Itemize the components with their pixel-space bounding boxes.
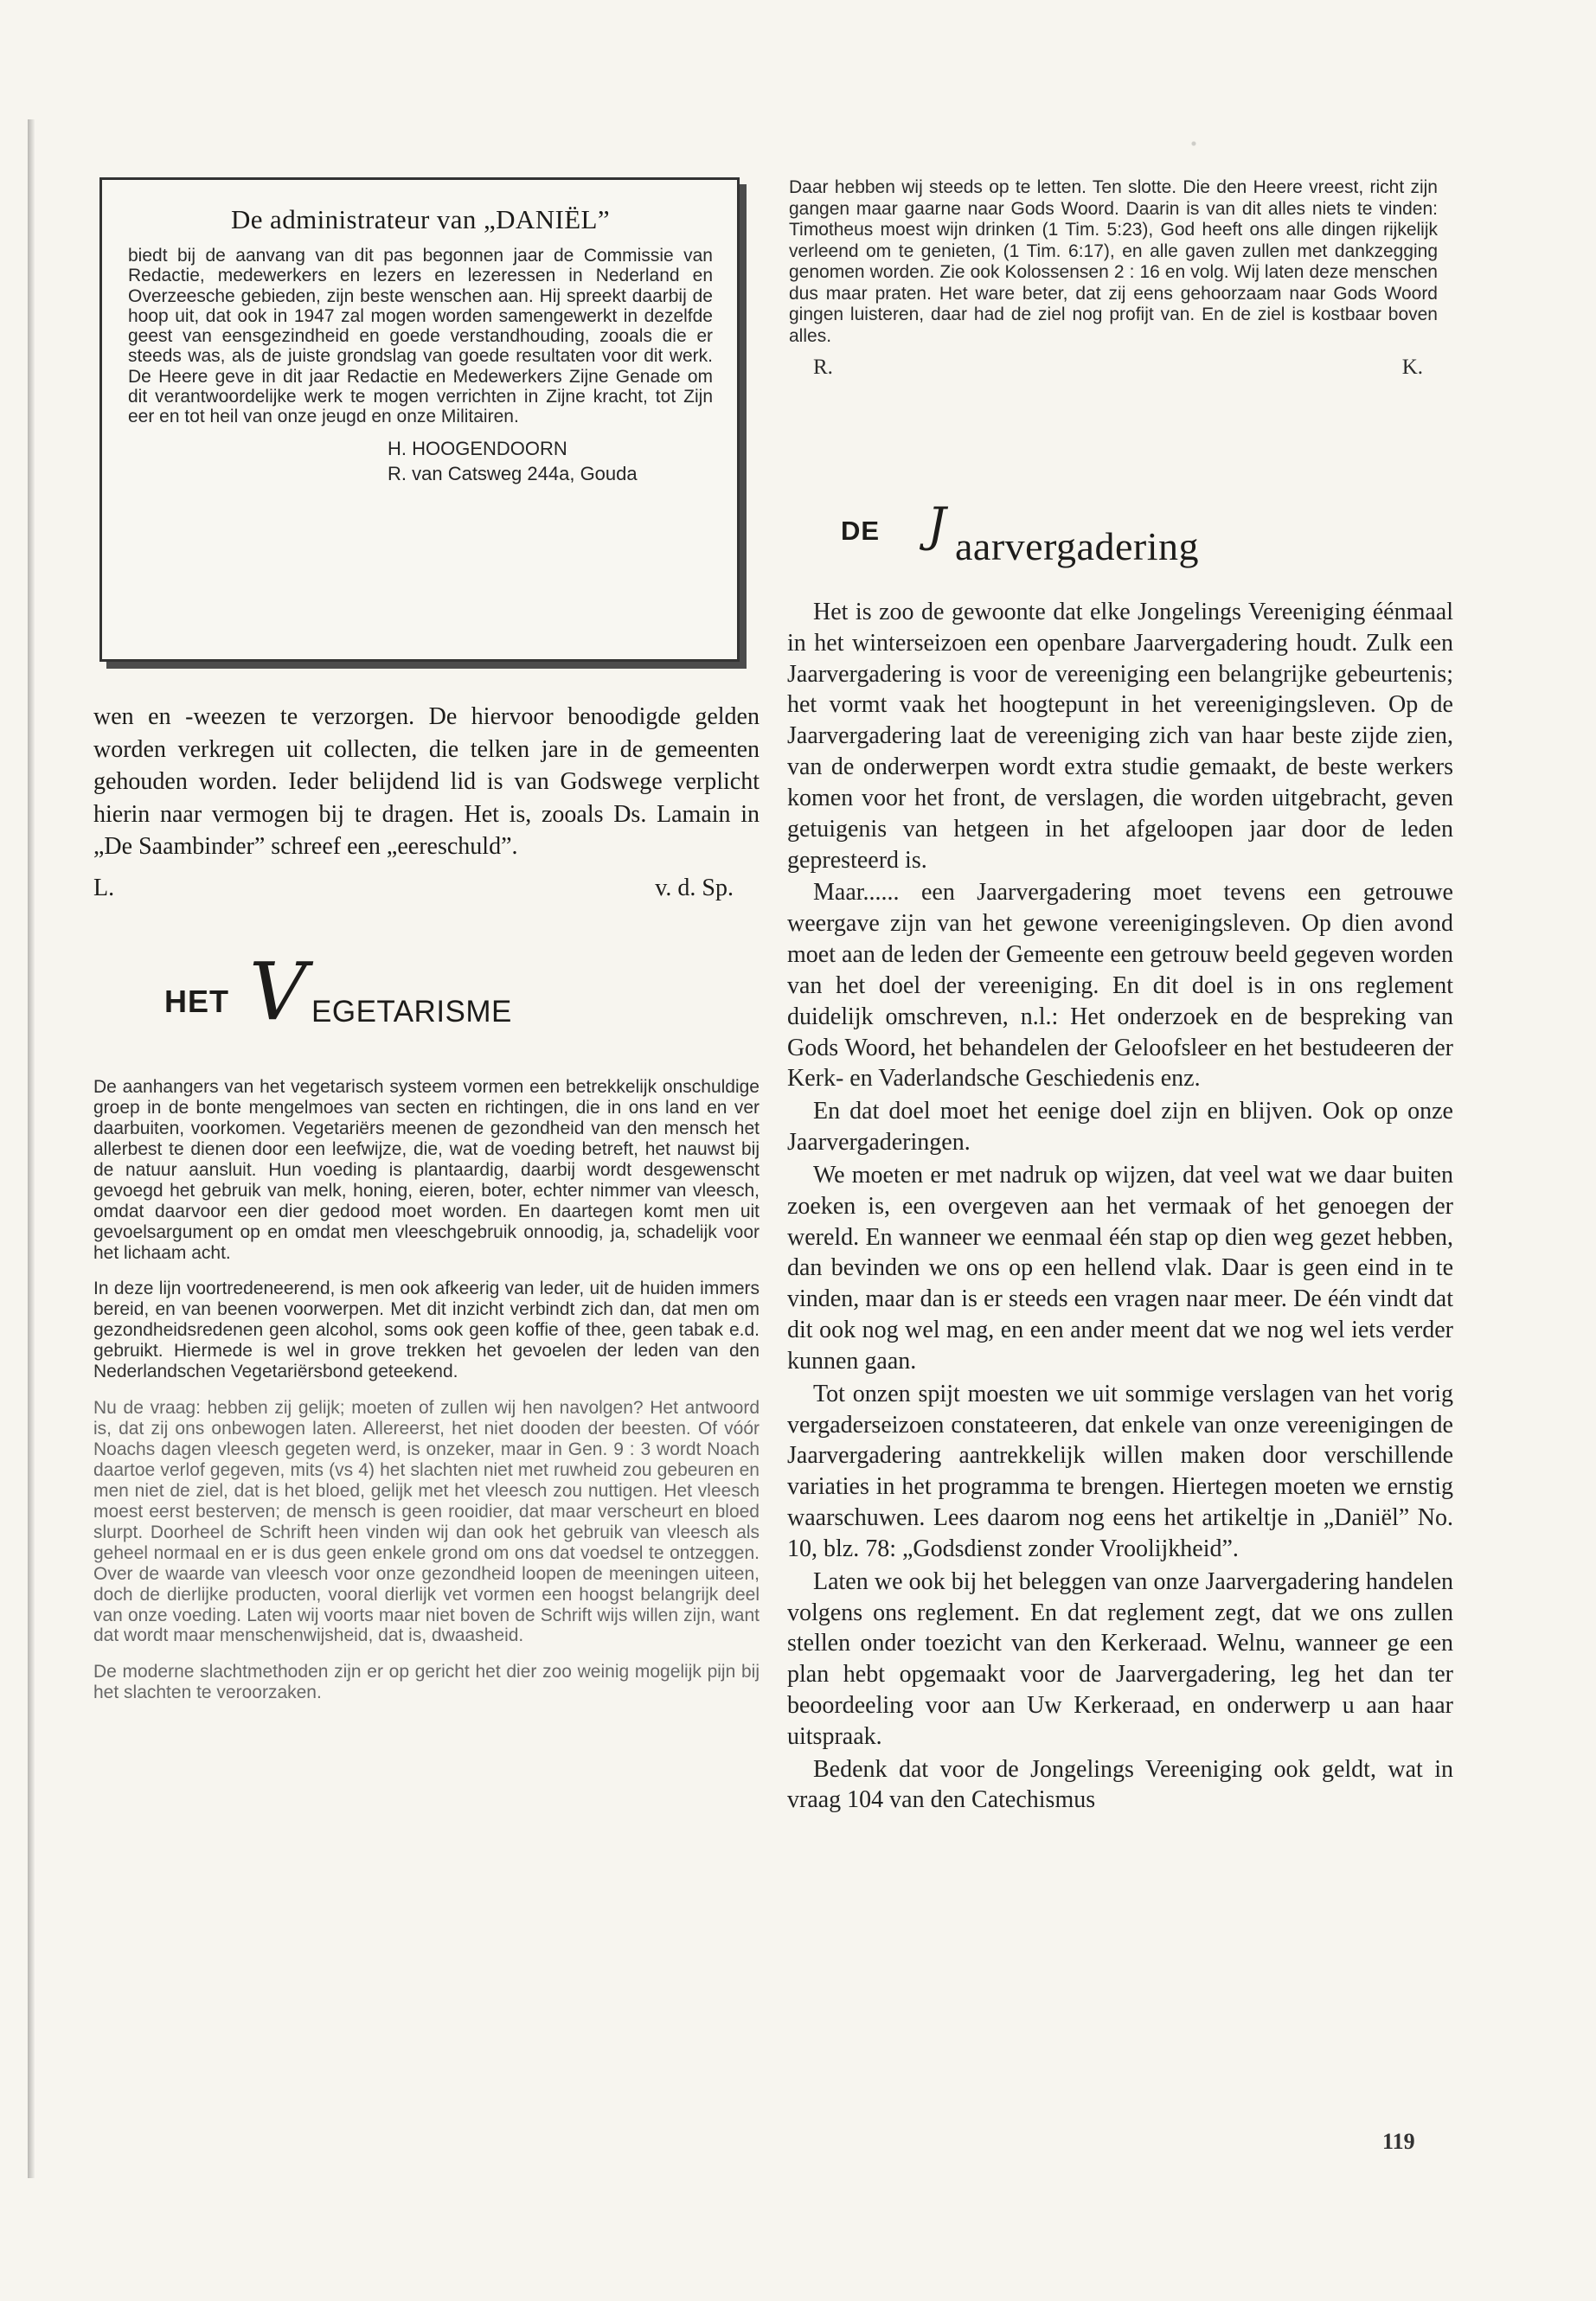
notice-title: De administrateur van „DANIËL” [230, 204, 611, 234]
administration-notice-box [99, 177, 740, 662]
jaarvergadering-article [787, 597, 1453, 1817]
vegetarisme-heading-script: V [249, 945, 307, 1038]
vegetarisme-paragraph-2: In deze lijn voortredeneerend, is men ook afkeerig van leder, uit de huiden immers bereid, en van beenen voorwerpen. Met dit inzicht verbindt zich dan, dat men om gezondheidsredenen geen alcohol, soms ook geen koffie of thee, geen tabak e.d. gebruikt. Hiermede is wel in grove trekken het gevoelen der leden van den Nederlandschen Vegetariërsbond geteekend. [93, 1279, 760, 1382]
page-edge-shadow [28, 119, 35, 2178]
right-top-article [789, 177, 1438, 380]
right-top-sign-right: K. [1401, 355, 1423, 379]
vegetarisme-paragraph-4: De moderne slachtmethoden zijn er op gericht het dier zoo weinig mogelijk pijn bij het slachten te veroorzaken. [93, 1662, 760, 1703]
jaarvergadering-heading [841, 497, 1308, 576]
jaarvergadering-heading-rest: aarvergadering [955, 524, 1199, 568]
notice-signature [388, 436, 713, 487]
right-top-signature-line [813, 355, 1423, 380]
jaarvergadering-heading-small: DE [841, 516, 881, 546]
jaarvergadering-paragraph-2: Maar...... een Jaarvergadering moet tevens een getrouwe weergave zijn van het gewone vereenigingsleven. Op dien avond moet aan de leden der Gemeente een getrouw beeld gegeven worden van het doel der vereeniging. En dit doel is in ons reglement duidelijk omschreven, n.l.: Het onderzoek en de bespreking van Gods Woord, het behandelen der Geloofsleer en het bestudeeren der Kerk- en Vaderlandsche Geschiedenis enz. [787, 879, 1453, 1093]
jaarvergadering-paragraph-1: Het is zoo de gewoonte dat elke Jongelings Vereeniging éénmaal in het winterseizoen een openbare Jaarvergadering houdt. Zulk een Jaarvergadering is voor de vereeniging een belangrijke gebeurtenis; het vormt vaak het hoogtepunt in het vereenigingsleven. Op de Jaarvergadering laat de vereeniging zich van haar beste zijde zien, van de onderwerpen wordt extra studie gemaakt, de beste werkers komen voor het front, de verslagen, die worden uitgebracht, geven getuigenis van hetgeen in het afgeloopen jaar door de leden gepresteerd is. [787, 599, 1453, 874]
jaarvergadering-paragraph-7: Bedenk dat voor de Jongelings Vereeniging ook geldt, wat in vraag 104 van den Catechismus [787, 1755, 1453, 1814]
print-speck [1185, 138, 1202, 149]
vegetarisme-paragraph-3: Nu de vraag: hebben zij gelijk; moeten of zullen wij hen navolgen? Het antwoord is, dat zij ons onbewogen laten. Allereerst, het niet dooden der beesten. Of vóór Noachs dagen vleesch gegeten werd, is onzeker, maar in Gen. 9 : 3 wordt Noach daartoe verlof gegeven, mits (vs 4) het slachten niet met ruwheid zou gebeuren en men niet de ziel, dat is het bloed, gelijk met het vleesch zou nuttigen. Het vleesch moest eerst besterven; de mensch is geen rooidier, dat maar verscheurt en bloed slurpt. Doorheel de Schrift heen vinden wij dan ook het gebruik van vleesch als geheel normaal en er is dus geen enkele grond om ons dat voedsel te ontzeggen. Over de waarde van vleesch voor onze gezondheid loopen de meeningen uiteen, doch de dierlijke producten, vooral dierlijk vet vormen een hoogst belangrijk deel van onze voeding. Laten wij voorts maar niet boven de Schrift wijs willen zijn, want dat wordt maar menschenwijsheid, dat is, dwaasheid. [93, 1398, 760, 1646]
vegetarisme-heading-small: HET [164, 984, 229, 1019]
jaarvergadering-paragraph-4: We moeten er met nadruk op wijzen, dat veel wat we daar buiten zoeken is, een overgeven aan het vermaak of het genoegen der wereld. En wanneer we eenmaal één stap op dien weg gezet hebben, dan bevinden we ons op een hellend vlak. Daar is geen eind in te vinden, maar dan is er steeds een vragen naar meer. De één vindt dat dit ook nog wel mag, en een ander meent dat we nog wel iets verder kunnen gaan. [787, 1161, 1453, 1375]
notice-signature-address: R. van Catsweg 244a, Gouda [388, 463, 638, 485]
continued-signature-line [93, 872, 734, 905]
continued-text: wen en -weezen te verzorgen. De hiervoor benoodigde gelden worden verkregen uit collecten, die telken jare in de gemeenten gehouden worden. Ieder belijdend lid is van Godswege verplicht hierin naar vermogen bij te dragen. Het is, zooals Ds. Lamain in „De Saambinder” schreef een „eereschuld”. [93, 703, 760, 861]
notice-body: biedt bij de aanvang van dit pas begonnen jaar de Commissie van Redactie, medewerkers en lezers en lezeressen in Nederland en Overzeesche gebieden, zijn beste wenschen aan. Hij spreekt daarbij de hoop uit, dat ook in 1947 zal mogen worden samengewerkt in dezelfde geest van eensgezindheid en goede verstandhouding, zooals die er steeds was, als de juiste grondslag van goede resultaten voor dit werk. De Heere geve in dit jaar Redactie en Medewerkers Zijne Genade om dit verantwoordelijke werk te mogen verrichten in Zijne kracht, tot Zijn eer en tot heil van onze jeugd en onze Militairen. [128, 246, 713, 427]
jaarvergadering-paragraph-5: Tot onzen spijt moesten we uit sommige verslagen van het vorig vergaderseizoen constateeren, dat enkele van onze vereenigingen de Jaarvergadering aantrekkelijk willen maken door verschillende variaties in het programma te brengen. Hiertegen moeten we ernstig waarschuwen. Lees daarom nog eens het artikeltje in „Daniël” No. 10, blz. 78: „Godsdienst zonder Vroolijkheid”. [787, 1380, 1453, 1562]
continued-paragraph [93, 701, 760, 904]
page-number: 119 [1382, 2129, 1415, 2154]
jaarvergadering-paragraph-3: En dat doel moet het eenige doel zijn en blijven. Ook op onze Jaarvergaderingen. [787, 1098, 1453, 1157]
jaarvergadering-paragraph-6: Laten we ook bij het beleggen van onze Jaarvergadering handelen volgens ons reglement. En dat reglement zegt, dat we ons zullen stellen onder toezicht van den Kerkeraad. Welnu, wanneer ge een plan hebt opgemaakt voor de Jaarvergadering, leg het dan ter beoordeeling voor aan Uw Kerkeraad, en onderwerp u aan haar uitspraak. [787, 1567, 1453, 1750]
jaarvergadering-heading-script: J [927, 497, 946, 552]
continued-sign-left: L. [93, 874, 115, 901]
right-top-text: Daar hebben wij steeds op te letten. Ten slotte. Die den Heere vreest, richt zijn gangen maar gaarne naar Gods Woord. Daarin is van dit alles niets te vinden: Timotheus moest wijn drinken (1 Tim. 5:23), God heeft ons alle dingen rijkelijk verleend om te genieten, (1 Tim. 6:17), en alle gaven zullen met dankzegging genomen worden. Zie ook Kolossensen 2 : 16 en volg. Wij laten deze menschen dus maar praten. Het ware beter, dat zij eens gehoorzaam naar Gods Woord gingen luisteren, daar had de ziel nog profijt van. En de ziel is kostbaar boven alles. [789, 177, 1438, 346]
vegetarisme-heading-rest: EGETARISME [311, 995, 512, 1029]
continued-sign-right: v. d. Sp. [655, 874, 734, 901]
right-top-sign-left: R. [813, 355, 833, 379]
vegetarisme-paragraph-1: De aanhangers van het vegetarisch systeem vormen een betrekkelijk onschuldige groep in de bonte mengelmoes van secten en richtingen, die in ons land en ver daarbuiten, voorkomen. Vegetariërs meenen de gezondheid van den mensch het allerbest te dienen door een leefwijze, die, wat de voeding betreft, het nauwst bij de natuur aansluit. Hun voeding is plantaardig, daarbij wordt desgewenscht gevoegd het gebruik van melk, honing, eieren, boter, echter nimmer van vleesch, omdat daarvoor een dier gedood moet worden. En daartegen komt men uit gevoelsargument op en omdat men vleeschgebruik onnoodig, ja, schadelijk voor het lichaam acht. [93, 1077, 760, 1263]
vegetarisme-article [93, 1077, 760, 1719]
notice-signature-name: H. HOOGENDOORN [388, 437, 567, 459]
vegetarisme-heading [164, 945, 597, 1067]
